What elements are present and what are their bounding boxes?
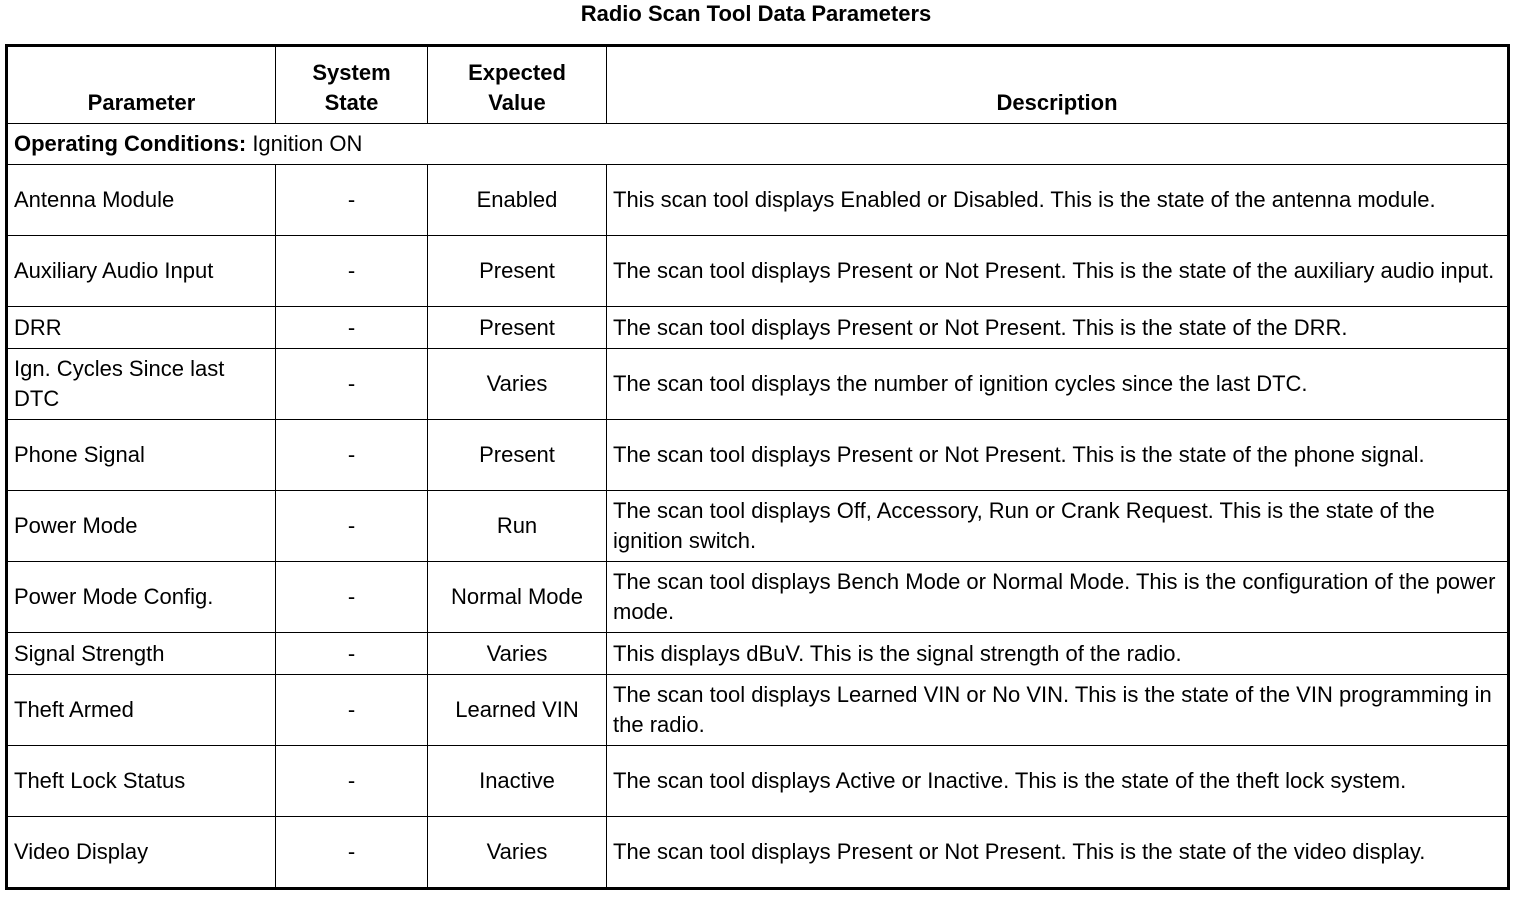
header-row (7, 46, 1509, 124)
system-state-cell: - (276, 349, 428, 420)
parameter-cell: Ign. Cycles Since last DTC (7, 349, 276, 420)
table-row (7, 675, 1509, 746)
parameter-cell: Theft Armed (7, 675, 276, 746)
expected-value-cell: Varies (428, 349, 607, 420)
expected-value-cell: Run (428, 491, 607, 562)
description-cell: This displays dBuV. This is the signal strength of the radio. (607, 633, 1509, 675)
operating-conditions-row (7, 124, 1509, 165)
system-state-cell: - (276, 633, 428, 675)
system-state-cell: - (276, 562, 428, 633)
system-state-cell: - (276, 817, 428, 889)
table-row (7, 746, 1509, 817)
description-cell: This scan tool displays Enabled or Disabled. This is the state of the antenna module. (607, 165, 1509, 236)
description-cell: The scan tool displays Active or Inactive. This is the state of the theft lock system. (607, 746, 1509, 817)
description-cell: The scan tool displays Present or Not Present. This is the state of the video display. (607, 817, 1509, 889)
system-state-cell: - (276, 307, 428, 349)
expected-value-cell: Present (428, 420, 607, 491)
system-state-cell: - (276, 675, 428, 746)
table-row (7, 491, 1509, 562)
expected-value-cell: Enabled (428, 165, 607, 236)
table-row (7, 817, 1509, 889)
system-state-cell: - (276, 420, 428, 491)
expected-value-cell: Present (428, 307, 607, 349)
table-row (7, 349, 1509, 420)
parameter-cell: Antenna Module (7, 165, 276, 236)
parameter-cell: Power Mode Config. (7, 562, 276, 633)
expected-value-cell: Present (428, 236, 607, 307)
description-cell: The scan tool displays Present or Not Present. This is the state of the auxiliary audio input. (607, 236, 1509, 307)
description-cell: The scan tool displays Learned VIN or No VIN. This is the state of the VIN programming in the radio. (607, 675, 1509, 746)
description-cell: The scan tool displays Off, Accessory, Run or Crank Request. This is the state of the ignition switch. (607, 491, 1509, 562)
table-row (7, 420, 1509, 491)
parameter-cell: DRR (7, 307, 276, 349)
description-cell: The scan tool displays the number of ignition cycles since the last DTC. (607, 349, 1509, 420)
table-row (7, 633, 1509, 675)
expected-value-cell: Inactive (428, 746, 607, 817)
parameter-cell: Video Display (7, 817, 276, 889)
parameter-cell: Signal Strength (7, 633, 276, 675)
description-cell: The scan tool displays Bench Mode or Normal Mode. This is the configuration of the power mode. (607, 562, 1509, 633)
expected-value-cell: Varies (428, 633, 607, 675)
operating-conditions: Operating Conditions: Ignition ON (7, 124, 1509, 165)
parameter-cell: Auxiliary Audio Input (7, 236, 276, 307)
expected-value-cell: Normal Mode (428, 562, 607, 633)
parameter-cell: Power Mode (7, 491, 276, 562)
expected-value-cell: Learned VIN (428, 675, 607, 746)
system-state-cell: - (276, 746, 428, 817)
table-title: Radio Scan Tool Data Parameters (580, 1, 932, 26)
parameter-cell: Phone Signal (7, 420, 276, 491)
table-row (7, 236, 1509, 307)
description-cell: The scan tool displays Present or Not Present. This is the state of the DRR. (607, 307, 1509, 349)
description-cell: The scan tool displays Present or Not Present. This is the state of the phone signal. (607, 420, 1509, 491)
header-description: Description (607, 46, 1509, 124)
table-row (7, 165, 1509, 236)
system-state-cell: - (276, 165, 428, 236)
table-row (7, 562, 1509, 633)
system-state-cell: - (276, 236, 428, 307)
table-row (7, 307, 1509, 349)
expected-value-cell: Varies (428, 817, 607, 889)
system-state-cell: - (276, 491, 428, 562)
parameter-cell: Theft Lock Status (7, 746, 276, 817)
header-parameter: Parameter (7, 46, 276, 124)
parameters-table (5, 44, 1510, 890)
header-expected-value: Expected Value (428, 46, 607, 124)
header-system-state: System State (276, 46, 428, 124)
